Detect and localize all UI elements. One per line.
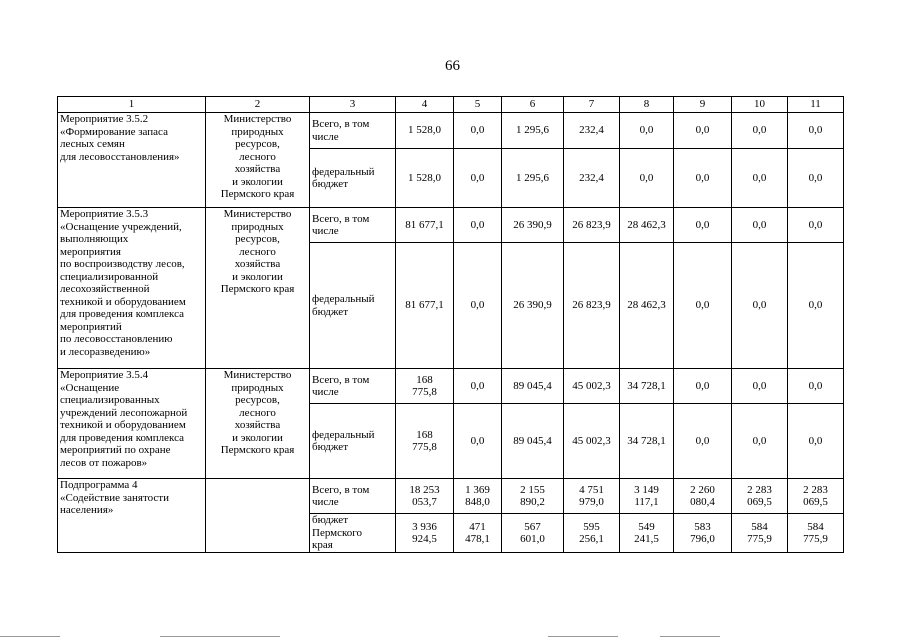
value-cell: 2 260 080,4	[674, 479, 732, 514]
value-cell: 0,0	[454, 113, 502, 149]
header-cell: 5	[454, 97, 502, 113]
funding-source: Всего, в том числе	[310, 369, 396, 404]
value-cell: 232,4	[564, 149, 620, 208]
value-cell: 0,0	[620, 149, 674, 208]
value-cell: 3 936 924,5	[396, 514, 454, 553]
value-cell: 1 528,0	[396, 113, 454, 149]
page-number: 66	[445, 58, 460, 74]
funding-source: федеральный бюджет	[310, 243, 396, 369]
activity-name: Подпрограмма 4 «Содействие занятости населения»	[58, 479, 206, 553]
table-row	[58, 479, 844, 514]
funding-source: Всего, в том числе	[310, 479, 396, 514]
activity-name: Мероприятие 3.5.4 «Оснащение специализированных учреждений лесопожарной техникой и оборудованием для проведения комплекса мероприятий по охране лесов от пожаров»	[58, 369, 206, 479]
value-cell: 0,0	[788, 149, 844, 208]
value-cell: 0,0	[788, 404, 844, 479]
value-cell: 595 256,1	[564, 514, 620, 553]
executor-name: Министерство природных ресурсов, лесного хозяйства и экологии Пермского края	[206, 208, 310, 369]
value-cell: 549 241,5	[620, 514, 674, 553]
header-cell: 10	[732, 97, 788, 113]
scan-line	[548, 636, 618, 637]
value-cell: 1 295,6	[502, 113, 564, 149]
scan-artifacts	[0, 633, 905, 640]
table-row	[58, 113, 844, 149]
table-row	[58, 369, 844, 404]
value-cell: 2 155 890,2	[502, 479, 564, 514]
funding-source: бюджет Пермского края	[310, 514, 396, 553]
header-cell: 3	[310, 97, 396, 113]
value-cell: 26 390,9	[502, 208, 564, 243]
value-cell: 168 775,8	[396, 404, 454, 479]
header-cell: 6	[502, 97, 564, 113]
funding-source: федеральный бюджет	[310, 404, 396, 479]
value-cell: 0,0	[732, 208, 788, 243]
value-cell: 26 823,9	[564, 208, 620, 243]
value-cell: 0,0	[788, 369, 844, 404]
value-cell: 0,0	[674, 369, 732, 404]
value-cell: 28 462,3	[620, 208, 674, 243]
value-cell: 0,0	[674, 149, 732, 208]
activity-name: Мероприятие 3.5.2 «Формирование запаса лесных семян для лесовосстановления»	[58, 113, 206, 208]
value-cell: 583 796,0	[674, 514, 732, 553]
value-cell: 0,0	[674, 404, 732, 479]
header-cell: 7	[564, 97, 620, 113]
value-cell: 26 823,9	[564, 243, 620, 369]
value-cell: 81 677,1	[396, 243, 454, 369]
value-cell: 34 728,1	[620, 369, 674, 404]
executor-name: Министерство природных ресурсов, лесного хозяйства и экологии Пермского края	[206, 113, 310, 208]
funding-source: федеральный бюджет	[310, 149, 396, 208]
value-cell: 0,0	[454, 243, 502, 369]
value-cell: 89 045,4	[502, 369, 564, 404]
value-cell: 28 462,3	[620, 243, 674, 369]
value-cell: 45 002,3	[564, 369, 620, 404]
value-cell: 584 775,9	[788, 514, 844, 553]
value-cell: 232,4	[564, 113, 620, 149]
value-cell: 18 253 053,7	[396, 479, 454, 514]
value-cell: 0,0	[454, 404, 502, 479]
header-cell: 8	[620, 97, 674, 113]
value-cell: 0,0	[732, 369, 788, 404]
value-cell: 0,0	[732, 243, 788, 369]
value-cell: 1 295,6	[502, 149, 564, 208]
value-cell: 2 283 069,5	[732, 479, 788, 514]
header-row	[58, 97, 844, 113]
value-cell: 471 478,1	[454, 514, 502, 553]
header-cell: 4	[396, 97, 454, 113]
value-cell: 3 149 117,1	[620, 479, 674, 514]
funding-source: Всего, в том числе	[310, 113, 396, 149]
value-cell: 1 369 848,0	[454, 479, 502, 514]
executor-name	[206, 479, 310, 553]
value-cell: 0,0	[732, 149, 788, 208]
funding-source: Всего, в том числе	[310, 208, 396, 243]
value-cell: 2 283 069,5	[788, 479, 844, 514]
budget-table	[57, 96, 844, 553]
value-cell: 45 002,3	[564, 404, 620, 479]
value-cell: 0,0	[674, 113, 732, 149]
value-cell: 0,0	[620, 113, 674, 149]
scan-line	[660, 636, 720, 637]
value-cell: 584 775,9	[732, 514, 788, 553]
scan-line	[0, 636, 60, 637]
header-cell: 9	[674, 97, 732, 113]
table-row	[58, 208, 844, 243]
value-cell: 1 528,0	[396, 149, 454, 208]
header-cell: 1	[58, 97, 206, 113]
value-cell: 0,0	[732, 113, 788, 149]
value-cell: 567 601,0	[502, 514, 564, 553]
value-cell: 0,0	[454, 208, 502, 243]
header-cell: 2	[206, 97, 310, 113]
value-cell: 34 728,1	[620, 404, 674, 479]
value-cell: 0,0	[454, 369, 502, 404]
value-cell: 0,0	[674, 243, 732, 369]
value-cell: 0,0	[732, 404, 788, 479]
value-cell: 4 751 979,0	[564, 479, 620, 514]
value-cell: 168 775,8	[396, 369, 454, 404]
value-cell: 0,0	[674, 208, 732, 243]
header-cell: 11	[788, 97, 844, 113]
scan-line	[160, 636, 280, 637]
value-cell: 81 677,1	[396, 208, 454, 243]
value-cell: 0,0	[454, 149, 502, 208]
value-cell: 89 045,4	[502, 404, 564, 479]
value-cell: 0,0	[788, 243, 844, 369]
value-cell: 26 390,9	[502, 243, 564, 369]
value-cell: 0,0	[788, 208, 844, 243]
activity-name: Мероприятие 3.5.3 «Оснащение учреждений, выполняющих мероприятия по воспроизводству лесов, специализированной лесохозяйственной техникой и оборудованием для проведения комплекса мероприятий по лесовосстановлению и лесоразведению»	[58, 208, 206, 369]
value-cell: 0,0	[788, 113, 844, 149]
executor-name: Министерство природных ресурсов, лесного хозяйства и экологии Пермского края	[206, 369, 310, 479]
